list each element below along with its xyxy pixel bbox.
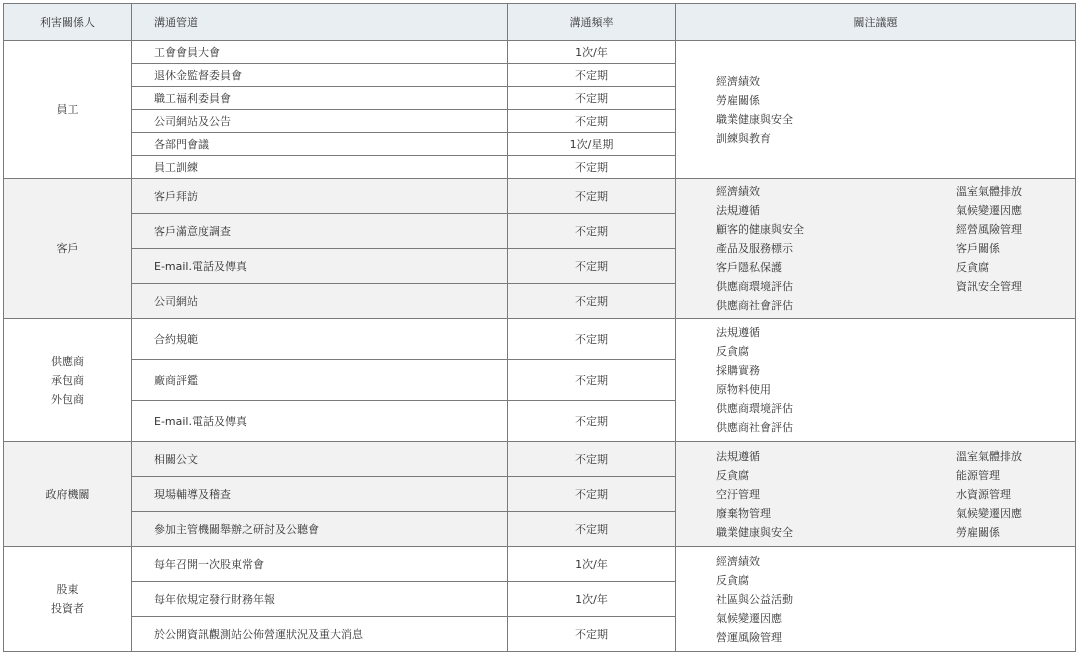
frequency-cell: 不定期 [508,360,676,401]
topic-item: 法規遵循 [716,449,760,463]
topic-item: 氣候變遷因應 [956,204,1022,217]
frequency-cell: 不定期 [508,214,676,249]
topic-item: 供應商環境評估 [716,280,793,293]
topics-column [716,552,956,647]
topic-item: 水資源管理 [956,487,1011,501]
topic-item: 經濟績效 [716,554,760,568]
frequency-cell: 不定期 [508,477,676,512]
stakeholder-label: 政府機關 [45,487,90,501]
table-body [4,41,1076,652]
stakeholder-label: 供應商 [51,354,84,368]
topics-column [956,447,1022,542]
frequency-cell: 不定期 [508,156,676,179]
topic-item: 反貪腐 [716,468,749,482]
channel-cell: 客戶滿意度調查 [132,214,508,249]
frequency-cell: 1次/星期 [508,133,676,156]
channel-cell: 各部門會議 [132,133,508,156]
topic-item: 勞雇關係 [956,525,1000,539]
channel-cell: 客戶拜訪 [132,179,508,214]
stakeholder-cell [4,179,132,319]
frequency-cell: 不定期 [508,284,676,319]
frequency-cell: 不定期 [508,617,676,652]
channel-cell: 公司網站及公告 [132,110,508,133]
topic-item: 職業健康與安全 [716,525,793,539]
stakeholder-cell [4,547,132,652]
channel-cell: 每年召開一次股東常會 [132,547,508,582]
topic-item: 空汙管理 [716,487,760,501]
channel-cell: E-mail.電話及傳真 [132,249,508,284]
topic-item: 營運風險管理 [716,630,782,644]
table-row [4,319,1076,360]
channel-cell: E-mail.電話及傳真 [132,401,508,442]
topic-item: 資訊安全管理 [956,280,1022,293]
topic-item: 反貪腐 [956,261,989,274]
topics-cell [676,442,1076,547]
frequency-cell: 不定期 [508,87,676,110]
frequency-cell: 不定期 [508,442,676,477]
table-row [4,179,1076,214]
topics-column [956,182,1022,296]
topic-item: 採購實務 [716,364,760,377]
header-channel: 溝通管道 [132,4,508,41]
topics-column [716,72,956,148]
stakeholder-cell [4,41,132,179]
stakeholder-communication-table [3,3,1076,652]
topic-item: 能源管理 [956,468,1000,482]
stakeholder-label: 員工 [56,103,79,116]
topic-item: 經濟績效 [716,185,760,198]
header-frequency: 溝通頻率 [508,4,676,41]
topics-cell [676,41,1076,179]
topic-item: 溫室氣體排放 [956,185,1022,198]
topic-item: 訓練與教育 [716,131,771,145]
topic-item: 供應商社會評估 [716,421,793,434]
topics-columns [716,72,1075,148]
topic-item: 廢棄物管理 [716,506,771,520]
topics-columns [716,552,1075,647]
channel-cell: 退休金監督委員會 [132,64,508,87]
topic-item: 法規遵循 [716,326,760,339]
channel-cell: 合約規範 [132,319,508,360]
topic-item: 反貪腐 [716,345,749,358]
channel-cell: 公司網站 [132,284,508,319]
topic-item: 顧客的健康與安全 [716,223,804,236]
topic-item: 供應商環境評估 [716,402,793,415]
topic-item: 社區與公益活動 [716,592,793,606]
topics-columns [716,182,1075,315]
topics-column [716,182,956,315]
table-row [4,547,1076,582]
table-row [4,41,1076,64]
channel-cell: 職工福利委員會 [132,87,508,110]
channel-cell: 現場輔導及稽查 [132,477,508,512]
topic-item: 勞雇關係 [716,93,760,107]
topics-column [716,447,956,542]
topic-item: 溫室氣體排放 [956,449,1022,463]
topics-column [716,323,956,437]
stakeholder-label: 投資者 [51,602,84,615]
frequency-cell: 不定期 [508,110,676,133]
topics-cell [676,179,1076,319]
channel-cell: 員工訓練 [132,156,508,179]
topic-item: 原物料使用 [716,383,771,396]
topics-cell [676,547,1076,652]
frequency-cell: 不定期 [508,179,676,214]
stakeholder-label: 股東 [56,583,79,596]
topics-columns [716,447,1075,542]
channel-cell: 每年依規定發行財務年報 [132,582,508,617]
frequency-cell: 不定期 [508,64,676,87]
channel-cell: 廠商評鑑 [132,360,508,401]
topic-item: 供應商社會評估 [716,299,793,312]
topic-item: 法規遵循 [716,204,760,217]
topic-item: 氣候變遷因應 [956,506,1022,520]
topic-item: 經營風險管理 [956,223,1022,236]
stakeholder-label: 客戶 [56,242,79,255]
topic-item: 反貪腐 [716,573,749,587]
header-row [4,4,1076,41]
frequency-cell: 1次/年 [508,547,676,582]
frequency-cell: 不定期 [508,319,676,360]
channel-cell: 相關公文 [132,442,508,477]
table-row [4,442,1076,477]
stakeholder-cell [4,319,132,442]
header-stakeholder: 利害關係人 [4,4,132,41]
frequency-cell: 1次/年 [508,582,676,617]
topic-item: 客戶關係 [956,242,1000,255]
frequency-cell: 1次/年 [508,41,676,64]
frequency-cell: 不定期 [508,512,676,547]
header-topics: 關注議題 [676,4,1076,41]
channel-cell: 於公開資訊觀測站公佈營運狀況及重大消息 [132,617,508,652]
topic-item: 產品及服務標示 [716,242,793,255]
frequency-cell: 不定期 [508,401,676,442]
topic-item: 客戶隱私保護 [716,261,782,274]
channel-cell: 參加主管機關舉辦之研討及公聽會 [132,512,508,547]
topic-item: 經濟績效 [716,74,760,88]
stakeholder-table-wrapper [3,3,1075,652]
topics-columns [716,323,1075,437]
channel-cell: 工會會員大會 [132,41,508,64]
topic-item: 職業健康與安全 [716,112,793,126]
stakeholder-label: 外包商 [51,392,84,406]
topic-item: 氣候變遷因應 [716,611,782,625]
stakeholder-cell [4,442,132,547]
frequency-cell: 不定期 [508,249,676,284]
topics-cell [676,319,1076,442]
stakeholder-label: 承包商 [51,373,84,387]
